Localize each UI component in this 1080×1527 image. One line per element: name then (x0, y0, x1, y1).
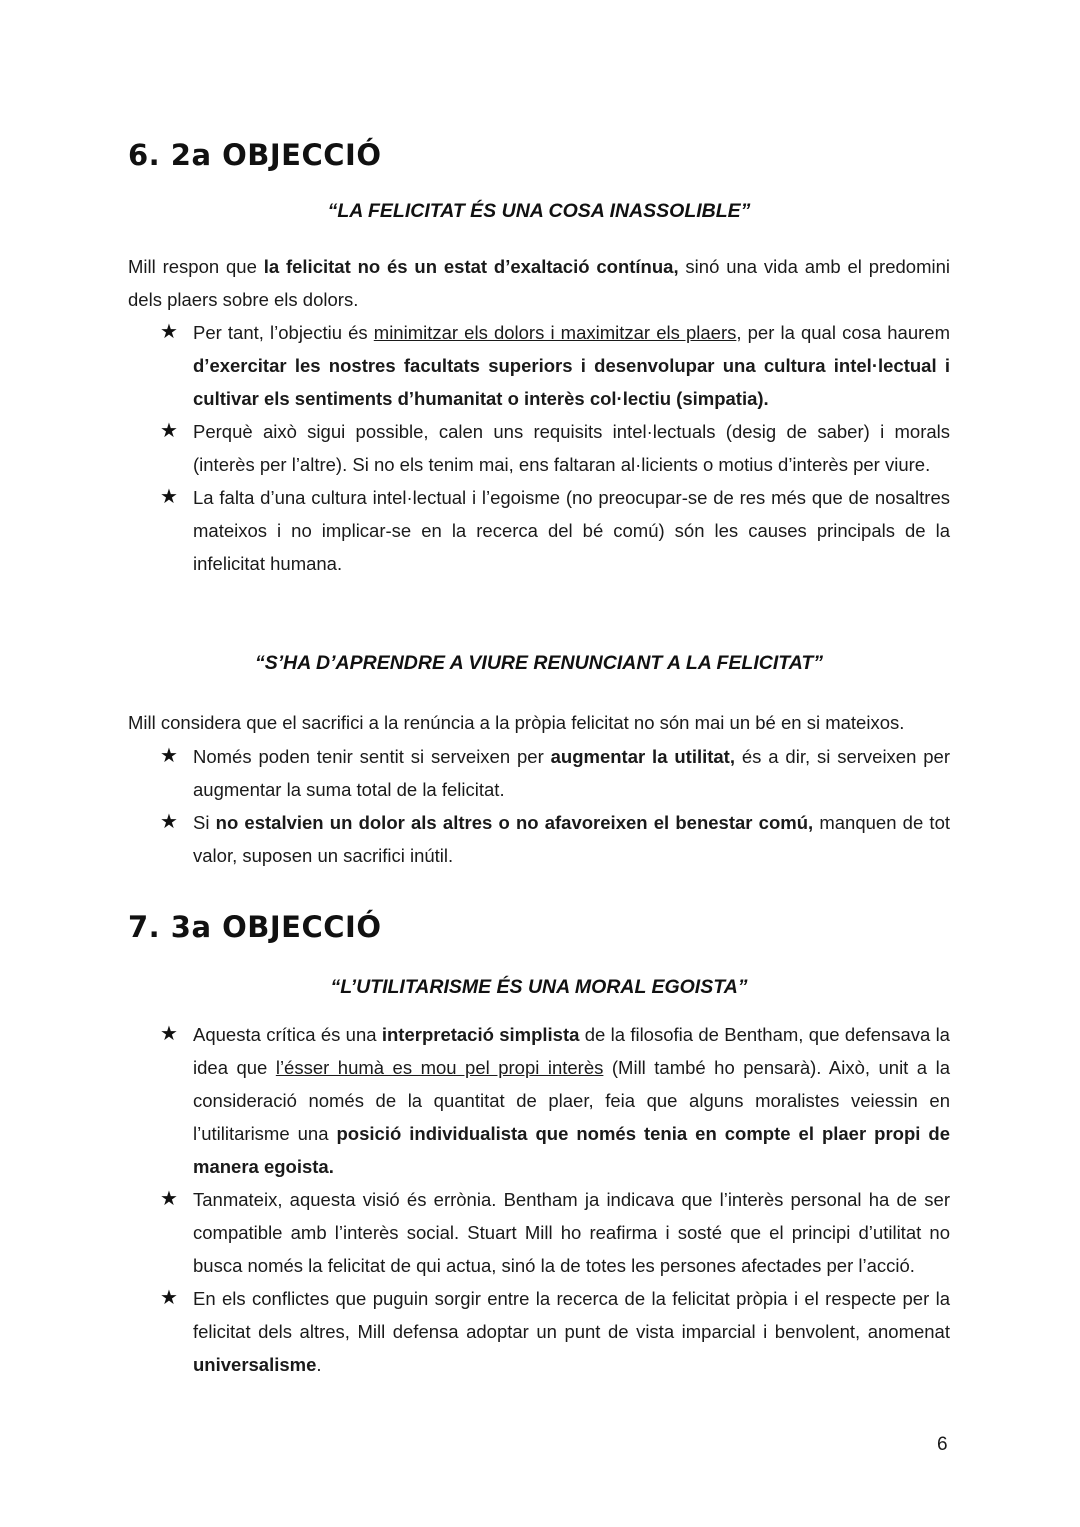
list-item: ★ Tanmateix, aquesta visió és errònia. Bentham ja indicava que l’interès personal ha de ser compatible amb l’interès social. Stuart Mill ho reafirma i sosté que el principi d’utilitat no busca només la felicitat de qui actua, sinó la de totes les persones afectades per l’acció. (160, 1183, 950, 1282)
section-6-paragraph-2: Mill considera que el sacrifici a la renúncia a la pròpia felicitat no són mai un bé en si mateixos. (128, 712, 905, 733)
page-number: 6 (937, 1434, 948, 1455)
section-6-subheading-2: “S’HA D’APRENDRE A VIURE RENUNCIANT A LA FELICITAT” (254, 652, 824, 674)
list-item: ★ Perquè això sigui possible, calen uns requisits intel·lectuals (desig de saber) i morals (interès per l’altre). Si no els tenim mai, ens faltaran al·licients o motius d’interès per viure. (160, 415, 950, 481)
star-bullet-icon: ★ (160, 321, 178, 343)
star-bullet-icon: ★ (160, 420, 178, 442)
list-item: ★ En els conflictes que puguin sorgir entre la recerca de la felicitat pròpia i el respecte per la felicitat dels altres, Mill defensa adoptar un punt de vista imparcial i benvolent, anomenat universalisme. (160, 1282, 950, 1381)
section-6-paragraph-1: Mill respon que la felicitat no és un estat d’exaltació contínua, sinó una vida amb el predomini dels plaers sobre els dolors. (128, 256, 950, 310)
star-bullet-icon: ★ (160, 486, 178, 508)
star-bullet-icon: ★ (160, 745, 178, 767)
star-bullet-icon: ★ (160, 1188, 178, 1210)
section-6-bullet-list-1 (160, 316, 950, 580)
star-bullet-icon: ★ (160, 1023, 178, 1045)
list-item: ★ La falta d’una cultura intel·lectual i l’egoisme (no preocupar-se de res més que de nosaltres mateixos i no implicar-se en la recerca del bé comú) són les causes principals de la infelicitat humana. (160, 481, 950, 580)
list-item: ★ Aquesta crítica és una interpretació simplista de la filosofia de Bentham, que defensava la idea que l’ésser humà es mou pel propi interès (Mill també ho pensarà). Això, unit a la consideració només de la quantitat de plaer, feia que alguns moralistes veiessin en l’utilitarisme una posició individualista que només tenia en compte el plaer propi de manera egoista. (160, 1018, 950, 1183)
section-7-bullet-list (160, 1018, 950, 1381)
section-7-heading: 7. 3a OBJECCIÓ (128, 910, 382, 944)
section-6-subheading-1: “LA FELICITAT ÉS UNA COSA INASSOLIBLE” (327, 200, 751, 222)
section-6-bullet-list-2 (160, 740, 950, 872)
section-6-heading: 6. 2a OBJECCIÓ (128, 138, 382, 172)
list-item: ★ Només poden tenir sentit si serveixen per augmentar la utilitat, és a dir, si serveixen per augmentar la suma total de la felicitat. (160, 740, 950, 806)
list-item: ★ Si no estalvien un dolor als altres o no afavoreixen el benestar comú, manquen de tot valor, suposen un sacrifici inútil. (160, 806, 950, 872)
list-item: ★ Per tant, l’objectiu és minimitzar els dolors i maximitzar els plaers, per la qual cosa haurem d’exercitar les nostres facultats superiors i desenvolupar una cultura intel·lectual i cultivar els sentiments d’humanitat o interès col·lectiu (simpatia). (160, 316, 950, 415)
star-bullet-icon: ★ (160, 811, 178, 833)
section-7-subheading-1: “L’UTILITARISME ÉS UNA MORAL EGOISTA” (330, 976, 748, 998)
star-bullet-icon: ★ (160, 1287, 178, 1309)
